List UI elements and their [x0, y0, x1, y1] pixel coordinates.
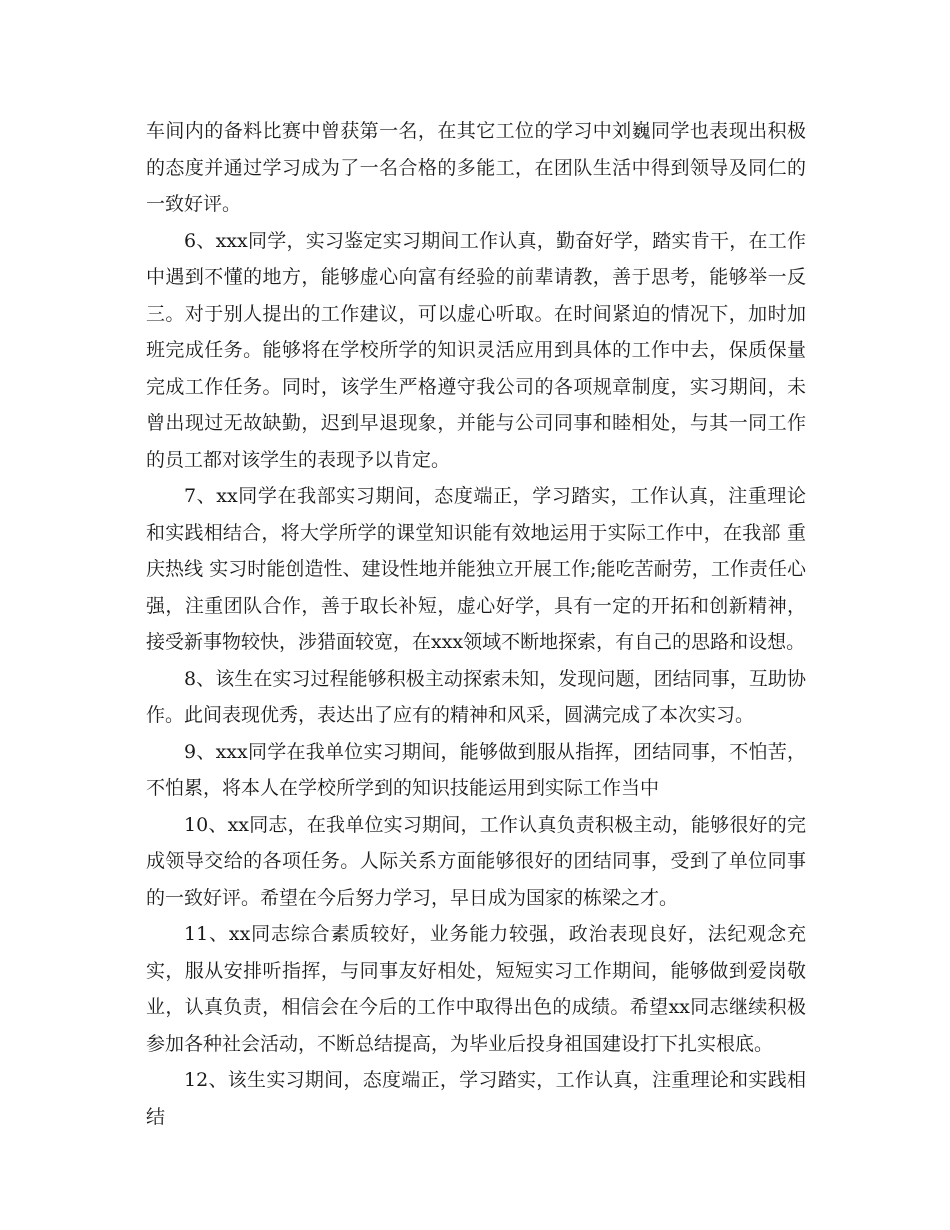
paragraph-item-6: 6、xxx同学，实习鉴定实习期间工作认真，勤奋好学，踏实肯干，在工作中遇到不懂的地方，能够虚心向富有经验的前辈请教，善于思考，能够举一反三。对于别人提出的工作建议，可以虚心听取。在时间紧迫的情况下，加时加班完成任务。能够将在学校所学的知识灵活应用到具体的工作中去，保质保量完成工作任务。同时，该学生严格遵守我公司的各项规章制度，实习期间，未曾出现过无故缺勤，迟到早退现象，并能与公司同事和睦相处，与其一同工作的员工都对该学生的表现予以肯定。 — [146, 229, 806, 471]
paragraph-item-10: 10、xx同志，在我单位实习期间，工作认真负责积极主动，能够很好的完成领导交给的各项任务。人际关系方面能够很好的团结同事，受到了单位同事的一致好评。希望在今后努力学习，早日成为国家的栋梁之才。 — [146, 813, 806, 909]
paragraph-item-11: 11、xx同志综合素质较好，业务能力较强，政治表现良好，法纪观念充实，服从安排听指挥，与同事友好相处，短短实习工作期间，能够做到爱岗敬业，认真负责，相信会在今后的工作中取得出色的成绩。希望xx同志继续积极参加各种社会活动，不断总结提高，为毕业后投身祖国建设打下扎实根底。 — [146, 923, 806, 1055]
paragraph-item-8: 8、该生在实习过程能够积极主动探索未知，发现问题，团结同事，互助协作。此间表现优秀，表达出了应有的精神和风采，圆满完成了本次实习。 — [146, 667, 806, 726]
paragraph-item-12: 12、该生实习期间，态度端正，学习踏实，工作认真，注重理论和实践相结 — [146, 1069, 806, 1128]
document-body — [146, 113, 806, 1135]
paragraph-item-9: 9、xxx同学在我单位实习期间，能够做到服从指挥，团结同事，不怕苦，不怕累，将本人在学校所学到的知识技能运用到实际工作当中 — [146, 740, 806, 799]
paragraph-continuation: 车间内的备料比赛中曾获第一名，在其它工位的学习中刘巍同学也表现出积极的态度并通过学习成为了一名合格的多能工，在团队生活中得到领导及同仁的一致好评。 — [146, 120, 806, 215]
paragraph-item-7: 7、xx同学在我部实习期间，态度端正，学习踏实，工作认真，注重理论和实践相结合，将大学所学的课堂知识能有效地运用于实际工作中，在我部 重庆热线 实习时能创造性、建设性地并能独立开展工作;能吃苦耐劳，工作责任心强，注重团队合作，善于取长补短，虚心好学，具有一定的开拓和创新精神，接受新事物较快，涉猎面较宽，在xxx领域不断地探索，有自己的思路和设想。 — [146, 485, 806, 653]
